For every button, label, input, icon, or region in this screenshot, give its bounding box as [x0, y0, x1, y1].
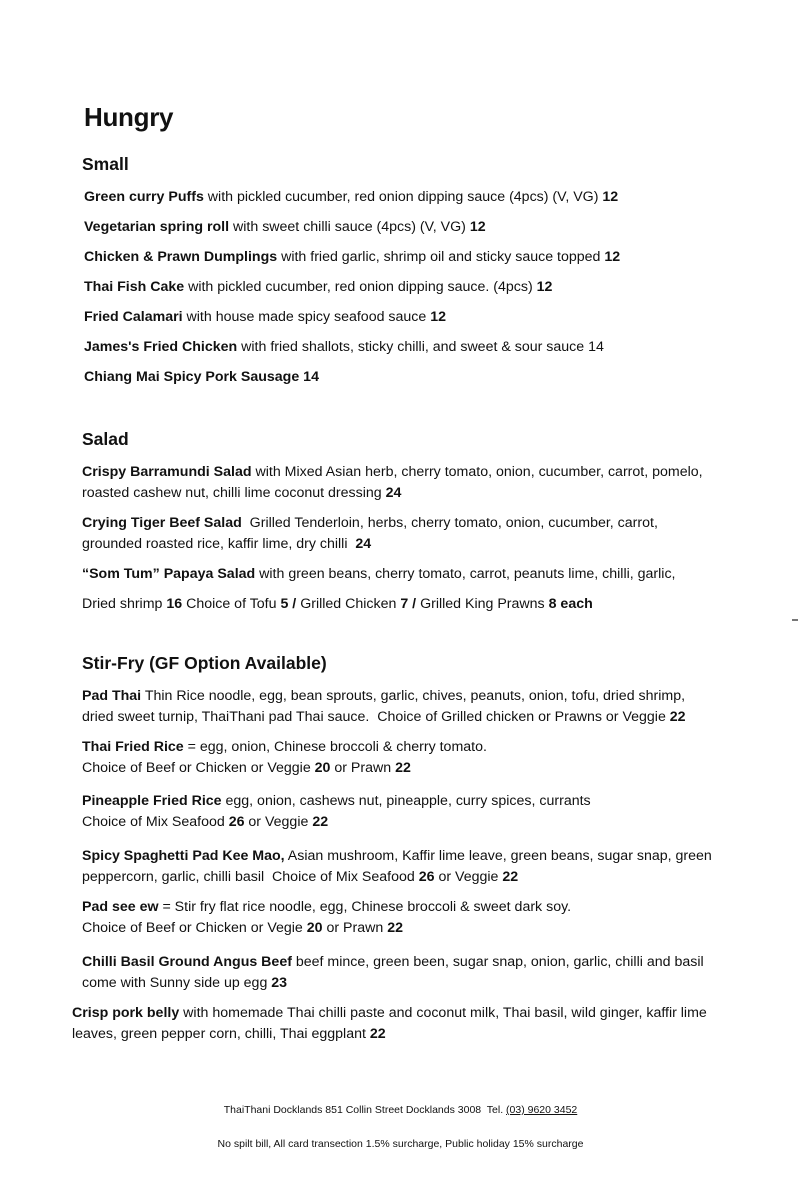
item-description-cont: roasted cashew nut, chilli lime coconut dressing — [82, 485, 386, 501]
item-description: with homemade Thai chilli paste and coconut milk, Thai basil, wild ginger, kaffir lime — [179, 1005, 707, 1021]
item-description: = egg, onion, Chinese broccoli & cherry tomato. — [183, 739, 487, 755]
item-name: Crispy Barramundi Salad — [82, 464, 252, 480]
item-price: 22 — [387, 920, 403, 936]
item-name: Pad Thai — [82, 688, 142, 704]
menu-item: Crisp pork belly with homemade Thai chilli paste and coconut milk, Thai basil, wild ginger, kaffir lime leaves, green pepper corn, chilli, Thai eggplant 22 — [72, 1005, 707, 1042]
item-price: 22 — [369, 1026, 386, 1042]
item-description-cont: grounded roasted rice, kaffir lime, dry chilli — [82, 536, 356, 552]
item-description-cont: dried sweet turnip, ThaiThani pad Thai sauce. Choice of Grilled chicken or Prawns or Veggie — [82, 709, 670, 725]
item-name: Thai Fried Rice — [82, 739, 184, 755]
item-description: egg, onion, cashews nut, pineapple, curry spices, currants — [221, 793, 591, 809]
item-price: 23 — [271, 975, 288, 991]
menu-item — [84, 247, 774, 268]
item-description: with house made spicy seafood sauce — [182, 309, 431, 325]
item-description: Asian mushroom, Kaffir lime leave, green beans, sugar snap, green — [284, 848, 712, 864]
footer-address: ThaiThani Docklands 851 Collin Street Docklands 3008 Tel. (03) 9620 3452 — [223, 1104, 578, 1116]
item-price: 12 — [536, 279, 553, 295]
item-description: with pickled cucumber, red onion dipping sauce (4pcs) (V, VG) — [203, 189, 603, 205]
menu-item — [82, 686, 782, 728]
item-name: Vegetarian spring roll — [84, 219, 230, 235]
item-price: 20 — [314, 760, 331, 776]
item-name: James's Fried Chicken — [84, 339, 238, 355]
menu-item: Thai Fried Rice = egg, onion, Chinese broccoli & cherry tomato. Choice of Beef or Chicken or Veggie 20 or Prawn 22 — [82, 739, 487, 776]
item-name: Fried Calamari — [84, 309, 183, 325]
item-price: 20 — [306, 920, 323, 936]
section-heading-salad: Salad — [82, 429, 129, 449]
item-description: = Stir fry flat rice noodle, egg, Chinese broccoli & sweet dark soy. — [158, 899, 572, 915]
item-price: 22 — [502, 869, 519, 885]
item-price: 22 — [395, 760, 411, 776]
menu-item — [82, 462, 772, 504]
item-name: Green curry Puffs — [84, 189, 204, 205]
section-heading-stirfry: Stir-Fry (GF Option Available) — [82, 653, 327, 673]
item-description: Thin Rice noodle, egg, bean sprouts, garlic, chives, peanuts, onion, tofu, dried shrimp, — [141, 688, 686, 704]
menu-item: Pad see ew = Stir fry flat rice noodle, egg, Chinese broccoli & sweet dark soy. Choice of Beef or Chicken or Vegie 20 or Prawn 22 — [82, 899, 572, 936]
item-price: 24 — [385, 485, 402, 501]
item-description: Grilled Tenderloin, herbs, cherry tomato, onion, cucumber, carrot, — [241, 515, 658, 531]
menu-item — [84, 277, 774, 298]
item-description: with green beans, cherry tomato, carrot, peanuts lime, chilli, garlic, — [255, 566, 676, 582]
item-price: 12 — [469, 219, 486, 235]
small-items — [84, 187, 774, 397]
phone-link[interactable]: (03) 9620 3452 — [506, 1104, 578, 1116]
menu-item: Chilli Basil Ground Angus Beef beef mince, green been, sugar snap, onion, garlic, chilli and basil come with Sunny side up egg 23 — [82, 954, 704, 991]
item-price: 22 — [669, 709, 686, 725]
stirfry-items — [72, 686, 782, 1054]
item-description: with Mixed Asian herb, cherry tomato, onion, cucumber, carrot, pomelo, — [251, 464, 703, 480]
item-price: 24 — [355, 536, 372, 552]
menu-item — [84, 367, 774, 388]
menu-item: Spicy Spaghetti Pad Kee Mao, Asian mushroom, Kaffir lime leave, green beans, sugar snap, green peppercorn, garlic, chilli basil Choice of Mix Seafood 26 or Veggie 22 — [82, 848, 712, 885]
scan-speck — [792, 619, 798, 621]
menu-item — [82, 564, 772, 615]
item-price: 26 — [418, 869, 435, 885]
menu-item — [84, 337, 774, 358]
item-name: Spicy Spaghetti Pad Kee Mao, — [82, 848, 285, 864]
item-description: with sweet chilli sauce (4pcs) (V, VG) — [229, 219, 470, 235]
item-price: 12 — [604, 249, 621, 265]
menu-item — [84, 187, 774, 208]
item-price: 22 — [312, 814, 329, 830]
footer-note: No spilt bill, All card transection 1.5% surcharge, Public holiday 15% surcharge — [217, 1138, 584, 1150]
item-price: 12 — [430, 309, 446, 325]
salad-items — [82, 462, 772, 624]
section-heading-small: Small — [82, 154, 129, 174]
menu-item — [82, 513, 772, 555]
item-name: “Som Tum” Papaya Salad — [82, 566, 256, 582]
menu-item — [84, 217, 774, 238]
item-description: with pickled cucumber, red onion dipping sauce. (4pcs) — [184, 279, 537, 295]
item-name: Pineapple Fried Rice — [82, 793, 222, 809]
item-name: Pad see ew — [82, 899, 159, 915]
item-price: 12 — [602, 189, 619, 205]
item-name: Chiang Mai Spicy Pork Sausage 14 — [84, 369, 319, 385]
salad-options: Dried shrimp 16 Choice of Tofu 5 / Grilled Chicken 7 / Grilled King Prawns 8 each — [82, 596, 593, 612]
item-name: Chilli Basil Ground Angus Beef — [82, 954, 292, 970]
item-name: Crying Tiger Beef Salad — [82, 515, 242, 531]
menu-item: Pineapple Fried Rice egg, onion, cashews nut, pineapple, curry spices, currants Choice of Mix Seafood 26 or Veggie 22 — [82, 793, 591, 830]
item-price: 26 — [228, 814, 245, 830]
item-name: Chicken & Prawn Dumplings — [84, 249, 278, 265]
item-name: Thai Fish Cake — [84, 279, 185, 295]
menu-item — [84, 307, 774, 328]
item-description: with fried garlic, shrimp oil and sticky sauce topped — [277, 249, 605, 265]
menu-title: Hungry — [84, 102, 174, 132]
item-description: beef mince, green been, sugar snap, onion, garlic, chilli and basil — [291, 954, 704, 970]
item-name: Crisp pork belly — [72, 1005, 180, 1021]
item-description: with fried shallots, sticky chilli, and sweet & sour sauce 14 — [237, 339, 604, 355]
